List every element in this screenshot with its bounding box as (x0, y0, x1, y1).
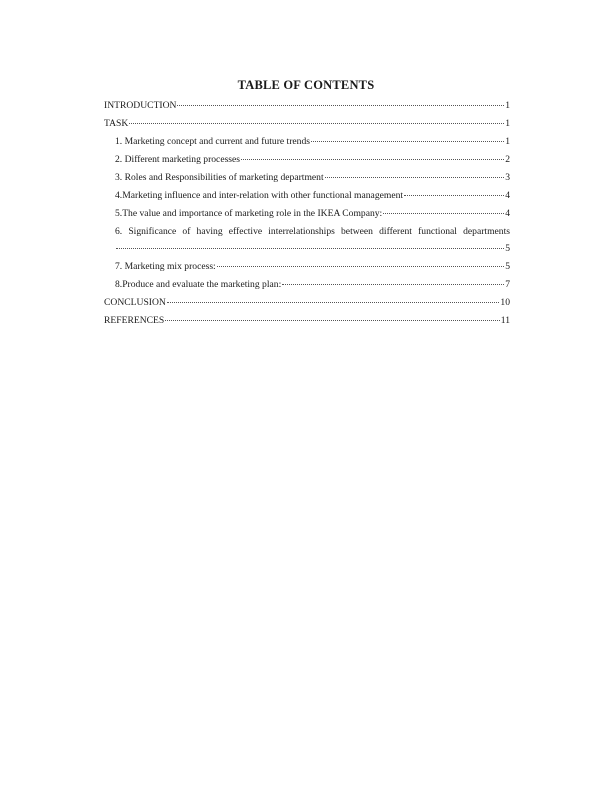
toc-entry-conclusion[interactable] (104, 297, 510, 315)
toc-entry-marketing-influence[interactable] (104, 190, 510, 208)
toc-entry-label: 5.The value and importance of marketing role in the IKEA Company: (115, 208, 383, 219)
dot-leader (116, 248, 504, 249)
toc-entry-label: INTRODUCTION (104, 100, 177, 111)
toc-entry-page: 5 (505, 243, 510, 254)
dot-leader (165, 320, 500, 321)
toc-entry-marketing-concept[interactable] (104, 136, 510, 154)
toc-entry-page: 10 (500, 297, 510, 308)
toc-entry-page: 5 (505, 261, 510, 272)
toc-entry-label: REFERENCES (104, 315, 165, 326)
toc-entry-label: 6. Significance of having effective interrelationships between different functional departments (115, 226, 510, 237)
toc-entry-label: 7. Marketing mix process: (115, 261, 216, 272)
toc-entry-page: 1 (505, 118, 510, 129)
toc-entry-page: 2 (505, 154, 510, 165)
toc-entry-roles-responsibilities[interactable] (104, 172, 510, 190)
toc-list (104, 100, 510, 333)
toc-entry-references[interactable] (104, 315, 510, 333)
toc-entry-label: TASK (104, 118, 129, 129)
toc-entry-page: 1 (505, 100, 510, 111)
dot-leader (404, 195, 504, 196)
dot-leader (177, 105, 504, 106)
dot-leader (129, 123, 504, 124)
dot-leader (167, 302, 500, 303)
toc-entry-marketing-role-ikea[interactable] (104, 208, 510, 226)
dot-leader (383, 213, 504, 214)
toc-entry-page: 4 (505, 208, 510, 219)
toc-entry-marketing-mix[interactable] (104, 261, 510, 279)
toc-entry-interrelationships[interactable] (104, 226, 510, 261)
dot-leader (311, 141, 504, 142)
toc-entry-page: 7 (505, 279, 510, 290)
dot-leader (241, 159, 504, 160)
toc-entry-label: 4.Marketing influence and inter-relation with other functional management (115, 190, 404, 201)
dot-leader (217, 266, 504, 267)
toc-entry-page: 11 (500, 315, 510, 326)
dot-leader (325, 177, 505, 178)
toc-entry-introduction[interactable] (104, 100, 510, 118)
toc-title: TABLE OF CONTENTS (237, 78, 375, 92)
toc-entry-page: 4 (505, 190, 510, 201)
toc-entry-page: 1 (505, 136, 510, 147)
toc-entry-label: CONCLUSION (104, 297, 166, 308)
toc-entry-label: 8.Produce and evaluate the marketing plan: (115, 279, 282, 290)
toc-entry-label: 3. Roles and Responsibilities of marketing department (115, 172, 324, 183)
dot-leader (282, 284, 504, 285)
toc-entry-label: 2. Different marketing processes (115, 154, 241, 165)
toc-entry-marketing-plan[interactable] (104, 279, 510, 297)
toc-entry-marketing-processes[interactable] (104, 154, 510, 172)
toc-entry-task[interactable] (104, 118, 510, 136)
toc-entry-label: 1. Marketing concept and current and future trends (115, 136, 310, 147)
toc-entry-page: 3 (505, 172, 510, 183)
